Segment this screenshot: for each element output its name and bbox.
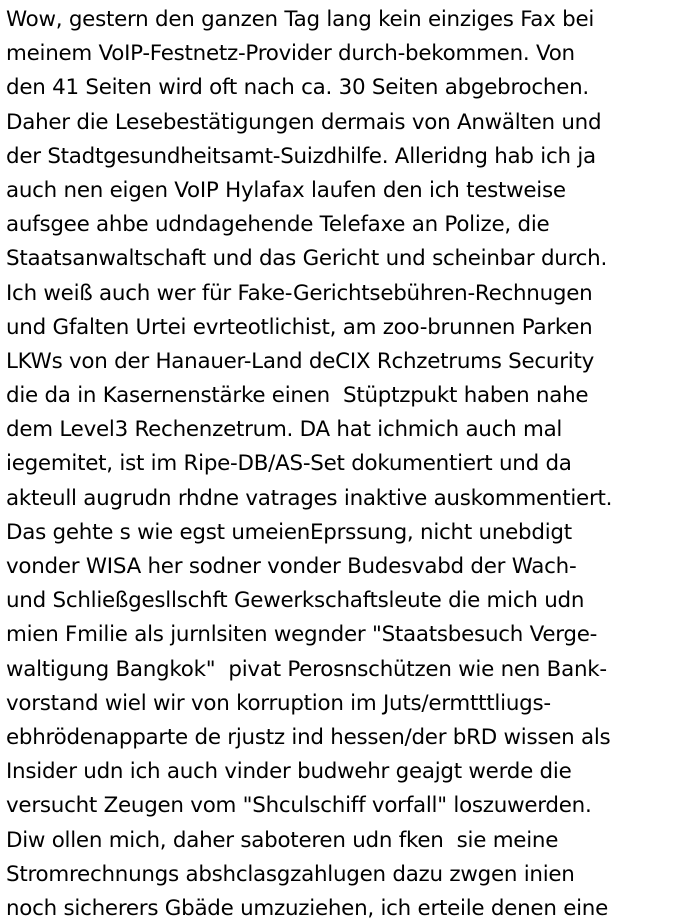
text-line: und Gfalten Urtei evrteotlichist, am zoo-brunnen Parken [6, 314, 593, 340]
text-line: versucht Zeugen vom "Shculschiff vorfall" loszuwerden. [6, 793, 592, 819]
text-line: Das gehte s wie egst umeienEprssung, nicht unebdigt [6, 519, 572, 545]
text-line: dem Level3 Rechenzetrum. DA hat ichmich auch mal [6, 417, 563, 443]
document-text [6, 3, 682, 920]
text-line: und Schließgesllschft Gewerkschaftsleute die mich udn [6, 588, 585, 614]
text-line: auch nen eigen VoIP Hylafax laufen den ich testweise [6, 177, 566, 203]
text-line: Insider udn ich auch vinder budwehr geajgt werde die [6, 759, 572, 785]
text-line: waltigung Bangkok" pivat Perosnschützen wie nen Bank- [6, 656, 607, 682]
text-line: mien Fmilie als jurnlsiten wegnder "Staatsbesuch Verge- [6, 622, 598, 648]
text-line: Ich weiß auch wer für Fake-Gerichtsebühren-Rechnugen [6, 280, 593, 306]
text-line: ebhrödenapparte de rjustz ind hessen/der bRD wissen als [6, 724, 611, 750]
text-line: meinem VoIP-Festnetz-Provider durch-bekommen. Von [6, 41, 575, 67]
text-line: Staatsanwaltschaft und das Gericht und scheinbar durch. [6, 246, 608, 272]
text-line: Daher die Lesebestätigungen dermais von Anwälten und [6, 109, 602, 135]
text-line: Wow, gestern den ganzen Tag lang kein einziges Fax bei [6, 7, 595, 32]
text-line: Stromrechnungs abshclasgzahlugen dazu zwgen inien [6, 861, 575, 887]
text-line: akteull augrudn rhdne vatrages inaktive auskommentiert. [6, 485, 613, 511]
text-line: vonder WISA her sodner vonder Budesvabd der Wach- [6, 554, 577, 579]
text-line: die da in Kasernenstärke einen Stüptzpukt haben nahe [6, 383, 589, 409]
text-line: vorstand wiel wir von korruption im Juts/ermtttliugs- [6, 690, 551, 716]
text-line: LKWs von der Hanauer-Land deCIX Rchzetrums Security [6, 348, 595, 374]
text-line: iegemitet, ist im Ripe-DB/AS-Set dokumentiert und da [6, 451, 572, 477]
text-line: aufsgee ahbe udndagehende Telefaxe an Polize, die [6, 212, 550, 238]
text-line: der Stadtgesundheitsamt-Suizdhilfe. Alleridng hab ich ja [6, 143, 596, 169]
text-line: den 41 Seiten wird oft nach ca. 30 Seiten abgebrochen. [6, 75, 589, 101]
text-line: noch sicherers Gbäde umzuziehen, ich erteile denen eine [6, 895, 609, 920]
text-line: Diw ollen mich, daher saboteren udn fken sie meine [6, 827, 559, 853]
